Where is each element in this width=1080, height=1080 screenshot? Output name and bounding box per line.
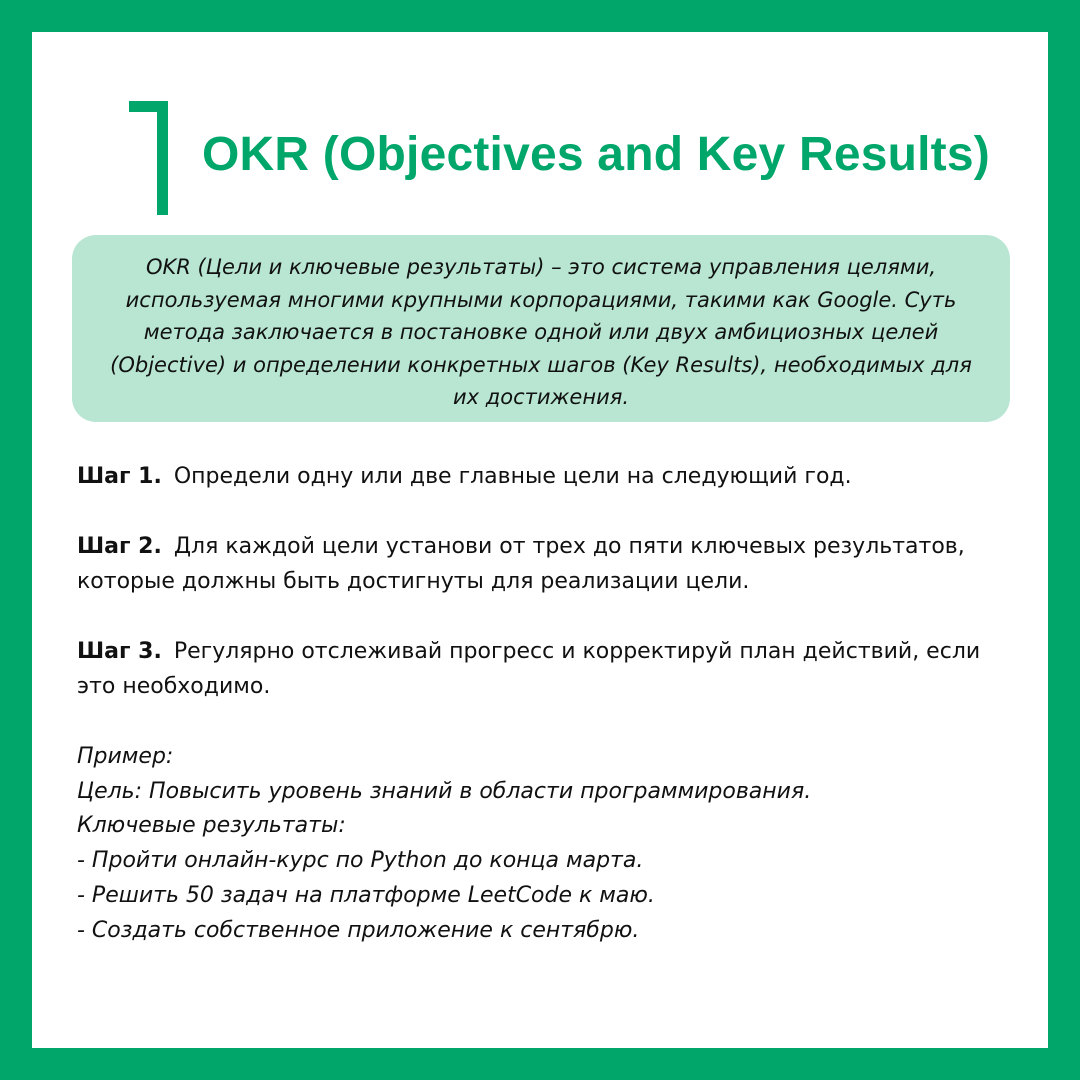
- step-3-label: Шаг 3.: [77, 639, 162, 664]
- example-heading: Пример:: [77, 744, 174, 769]
- key-result-item: - Создать собственное приложение к сентябрю.: [77, 917, 640, 943]
- step-3-text: Регулярно отслеживай прогресс и корректируй план действий, если это необходимо.: [77, 639, 981, 699]
- okr-definition-panel: [72, 235, 1010, 422]
- step-3: [77, 634, 1007, 704]
- steps-list: [77, 459, 1007, 739]
- section-number: [129, 101, 169, 215]
- okr-definition-text: OKR (Цели и ключевые результаты) – это система управления целями, используемая многими крупными корпорациями, такими как Google. Суть метода заключается в постановке одной или двух амбициозных целей (Objective) и определении конкретных шагов (Key Results), необходимых для их достижения.: [110, 255, 972, 409]
- page-title: OKR (Objectives and Key Results): [202, 128, 990, 181]
- key-result-item: - Пройти онлайн-курс по Python до конца марта.: [77, 848, 644, 874]
- step-1: [77, 459, 1007, 494]
- step-2: [77, 529, 1007, 599]
- key-result-item: - Решить 50 задач на платформе LeetCode к маю.: [77, 882, 655, 908]
- step-2-text: Для каждой цели установи от трех до пяти ключевых результатов, которые должны быть достигнуты для реализации цели.: [77, 534, 965, 594]
- step-1-text: Определи одну или две главные цели на следующий год.: [173, 464, 852, 489]
- example-goal: Цель: Повысить уровень знаний в области программирования.: [77, 778, 812, 804]
- example-block: [77, 740, 1007, 948]
- key-results-heading: Ключевые результаты:: [77, 813, 346, 839]
- step-1-label: Шаг 1.: [77, 464, 162, 489]
- step-2-label: Шаг 2.: [77, 534, 162, 559]
- number-one-mark: [129, 101, 169, 215]
